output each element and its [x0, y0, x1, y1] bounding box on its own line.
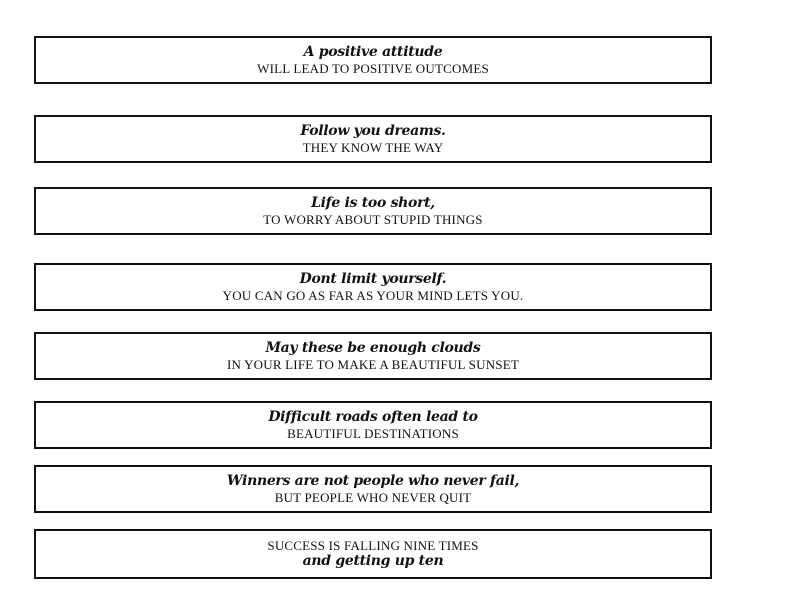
quote-caps-line: SUCCESS IS FALLING NINE TIMES — [267, 538, 479, 553]
quote-strip-4 — [34, 263, 712, 311]
quote-script-line: and getting up ten — [302, 553, 444, 569]
quote-strip-5 — [34, 332, 712, 380]
quote-script-line: Winners are not people who never fail, — [226, 473, 520, 489]
quote-strip-1 — [34, 36, 712, 84]
quote-script-line: Follow you dreams. — [300, 123, 446, 139]
quote-caps-line: BEAUTIFUL DESTINATIONS — [287, 426, 459, 441]
quote-caps-line: TO WORRY ABOUT STUPID THINGS — [263, 212, 483, 227]
quote-strip-7 — [34, 465, 712, 513]
quote-caps-line: BUT PEOPLE WHO NEVER QUIT — [274, 490, 472, 505]
quote-caps-line: IN YOUR LIFE TO MAKE A BEAUTIFUL SUNSET — [226, 357, 519, 372]
quote-script-line: A positive attitude — [303, 44, 443, 60]
quote-script-line: Dont limit yourself. — [299, 271, 447, 287]
quote-script-line: Life is too short, — [311, 195, 435, 211]
quote-strip-2 — [34, 115, 712, 163]
quote-strip-6 — [34, 401, 712, 449]
quote-strip-3 — [34, 187, 712, 235]
quote-script-line: Difficult roads often lead to — [268, 409, 478, 425]
quote-script-line: May these be enough clouds — [265, 340, 481, 356]
quote-caps-line: YOU CAN GO AS FAR AS YOUR MIND LETS YOU. — [222, 288, 524, 303]
quote-caps-line: WILL LEAD TO POSITIVE OUTCOMES — [257, 61, 489, 76]
quote-strip-8 — [34, 529, 712, 579]
quote-caps-line: THEY KNOW THE WAY — [302, 140, 444, 155]
